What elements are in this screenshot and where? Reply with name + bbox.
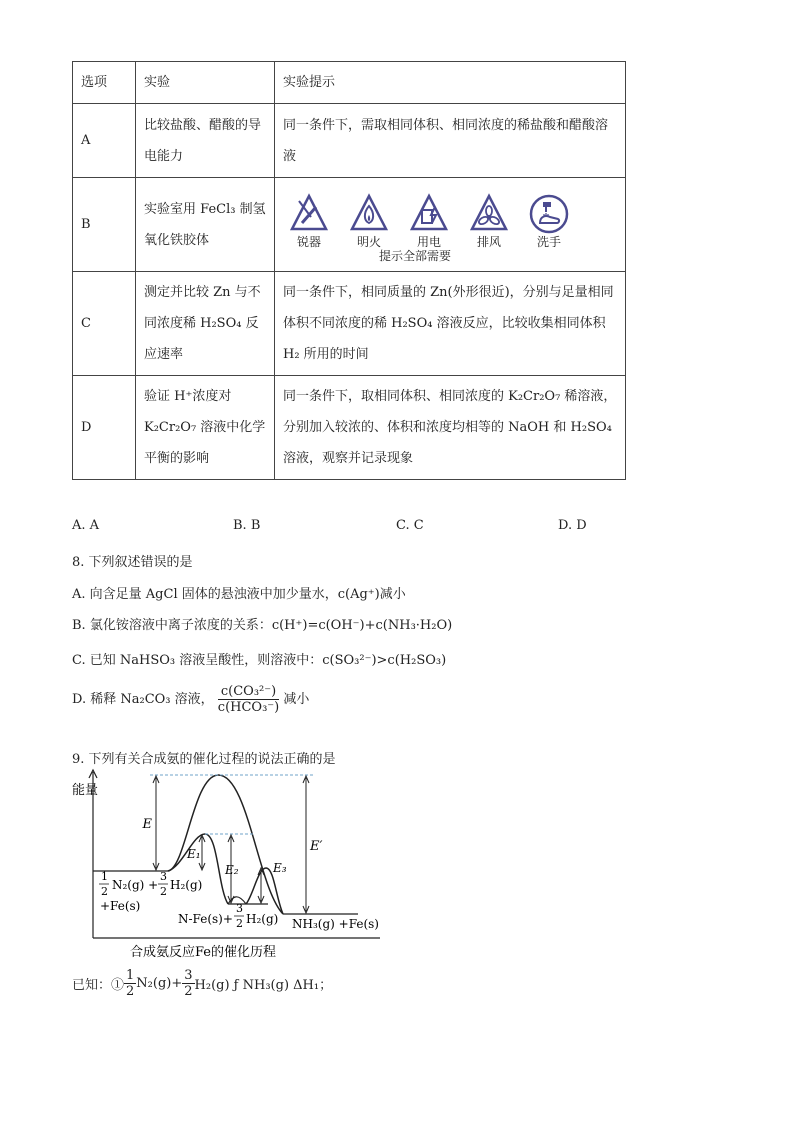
open-flame-icon bbox=[349, 193, 389, 235]
header-experiment: 实验 bbox=[136, 62, 275, 104]
hazard-wash-label: 洗手 bbox=[536, 234, 561, 249]
state2-three-den: 2 bbox=[236, 917, 243, 930]
q8-option-c[interactable]: C. 已知 NaHSO₃ 溶液呈酸性，则溶液中：c(SO₃²⁻)>c(H₂SO₃) bbox=[72, 653, 447, 668]
hazard-vent-label: 排风 bbox=[476, 234, 501, 249]
q9-known-frac2 bbox=[182, 968, 194, 999]
row-d-hint: 同一条件下，取相同体积、相同浓度的 K₂Cr₂O₇ 稀溶液，分别加入较浓的、体积和浓度均相等的 NaOH 和 H₂SO₄ 溶液，观察并记录现象 bbox=[275, 376, 626, 480]
experiment-table bbox=[72, 61, 626, 480]
q9-known-frac1-den: 2 bbox=[126, 984, 135, 999]
state1-half-num: 1 bbox=[101, 870, 108, 883]
q9-known-frac2-num: 3 bbox=[184, 968, 193, 983]
row-d-experiment: 验证 H⁺浓度对 K₂Cr₂O₇ 溶液中化学平衡的影响 bbox=[136, 376, 275, 480]
y-axis-label-top: 能量 bbox=[72, 783, 99, 798]
sharp-object-icon bbox=[289, 193, 329, 235]
q8-stem: 8. 下列叙述错误的是 bbox=[72, 555, 193, 570]
uncatalyzed-curve bbox=[168, 775, 283, 914]
state1-half-den: 2 bbox=[101, 885, 108, 898]
label-E: E bbox=[142, 817, 152, 832]
q8-d-numerator: c(CO₃²⁻) bbox=[218, 684, 279, 700]
q7-option-d[interactable]: D. D bbox=[558, 518, 587, 533]
state1-three-den: 2 bbox=[160, 885, 167, 898]
row-b-option: B bbox=[73, 178, 136, 272]
q8-option-d[interactable] bbox=[72, 684, 309, 715]
q8-d-suffix: 减小 bbox=[283, 692, 310, 707]
q9-known bbox=[72, 968, 332, 999]
q9-known-frac1-num: 1 bbox=[126, 968, 135, 983]
row-b-hint: 提示全部需要 bbox=[378, 248, 451, 263]
q7-option-c[interactable]: C. C bbox=[396, 518, 424, 533]
row-b-hint-cell bbox=[275, 178, 626, 272]
q7-option-a[interactable]: A. A bbox=[72, 518, 100, 533]
q8-option-b[interactable]: B. 氯化铵溶液中离子浓度的关系：c(H⁺)=c(OH⁻)+c(NH₃·H₂O) bbox=[72, 618, 453, 633]
state1-fe: +Fe(s) bbox=[100, 899, 141, 913]
q8-d-denominator: c(HCO₃⁻) bbox=[217, 700, 280, 715]
q8-option-a[interactable]: A. 向含足量 AgCl 固体的悬浊液中加少量水，c(Ag⁺)减小 bbox=[72, 587, 406, 602]
row-d-option: D bbox=[73, 376, 136, 480]
q9-known-n2: N₂(g)+ bbox=[136, 976, 183, 991]
hazard-sharp-label: 锐器 bbox=[296, 234, 321, 249]
header-option: 选项 bbox=[73, 62, 136, 104]
energy-diagram bbox=[68, 768, 388, 968]
hazard-flame-label: 明火 bbox=[356, 234, 381, 249]
hazard-vent bbox=[465, 193, 513, 250]
q9-known-prefix: 已知：① bbox=[72, 978, 125, 993]
electricity-icon bbox=[409, 193, 449, 235]
wash-hands-icon bbox=[529, 193, 569, 235]
row-a-experiment: 比较盐酸、醋酸的导电能力 bbox=[136, 104, 275, 178]
state3-label: NH₃(g) +Fe(s) bbox=[292, 917, 379, 931]
hazard-electric bbox=[405, 193, 453, 250]
hazard-wash bbox=[525, 193, 573, 250]
hazard-flame bbox=[345, 193, 393, 250]
label-E3: E₃ bbox=[273, 861, 287, 875]
state1-n2: N₂(g) + bbox=[112, 878, 159, 892]
label-Eprime: E′ bbox=[310, 839, 323, 854]
q8-d-fraction bbox=[218, 684, 279, 715]
row-c-option: C bbox=[73, 272, 136, 376]
hazard-icons bbox=[281, 193, 619, 250]
state2-h2: H₂(g) bbox=[246, 912, 279, 926]
q8-d-prefix: D. 稀释 Na₂CO₃ 溶液， bbox=[72, 692, 214, 707]
q9-known-frac2-den: 2 bbox=[184, 984, 193, 999]
state2-nfe: N-Fe(s)+ bbox=[178, 912, 233, 926]
header-hint: 实验提示 bbox=[275, 62, 626, 104]
state2-three-num: 3 bbox=[236, 902, 243, 915]
label-E1: E₁ bbox=[187, 847, 201, 861]
state1-h2: H₂(g) bbox=[170, 878, 203, 892]
x-axis-label: 合成氨反应Fe的催化历程 bbox=[130, 945, 277, 960]
row-c-experiment: 测定并比较 Zn 与不同浓度稀 H₂SO₄ 反应速率 bbox=[136, 272, 275, 376]
row-a-option: A bbox=[73, 104, 136, 178]
state1-three-num: 3 bbox=[160, 870, 167, 883]
row-a-hint: 同一条件下，需取相同体积、相同浓度的稀盐酸和醋酸溶液 bbox=[275, 104, 626, 178]
hazard-sharp bbox=[285, 193, 333, 250]
ventilation-icon bbox=[469, 193, 509, 235]
label-E2: E₂ bbox=[225, 863, 239, 877]
q9-known-frac1 bbox=[124, 968, 136, 999]
q9-known-rest: H₂(g) ƒ NH₃(g) ΔH₁； bbox=[194, 978, 333, 993]
hazard-electric-label: 用电 bbox=[416, 234, 441, 249]
row-c-hint: 同一条件下，相同质量的 Zn(外形很近)，分别与足量相同体积不同浓度的稀 H₂SO₄ 溶液反应，比较收集相同体积 H₂ 所用的时间 bbox=[275, 272, 626, 376]
q9-stem: 9. 下列有关合成氨的催化过程的说法正确的是 bbox=[72, 752, 336, 767]
q7-option-b[interactable]: B. B bbox=[233, 518, 261, 533]
row-b-experiment: 实验室用 FeCl₃ 制氢氧化铁胶体 bbox=[136, 178, 275, 272]
